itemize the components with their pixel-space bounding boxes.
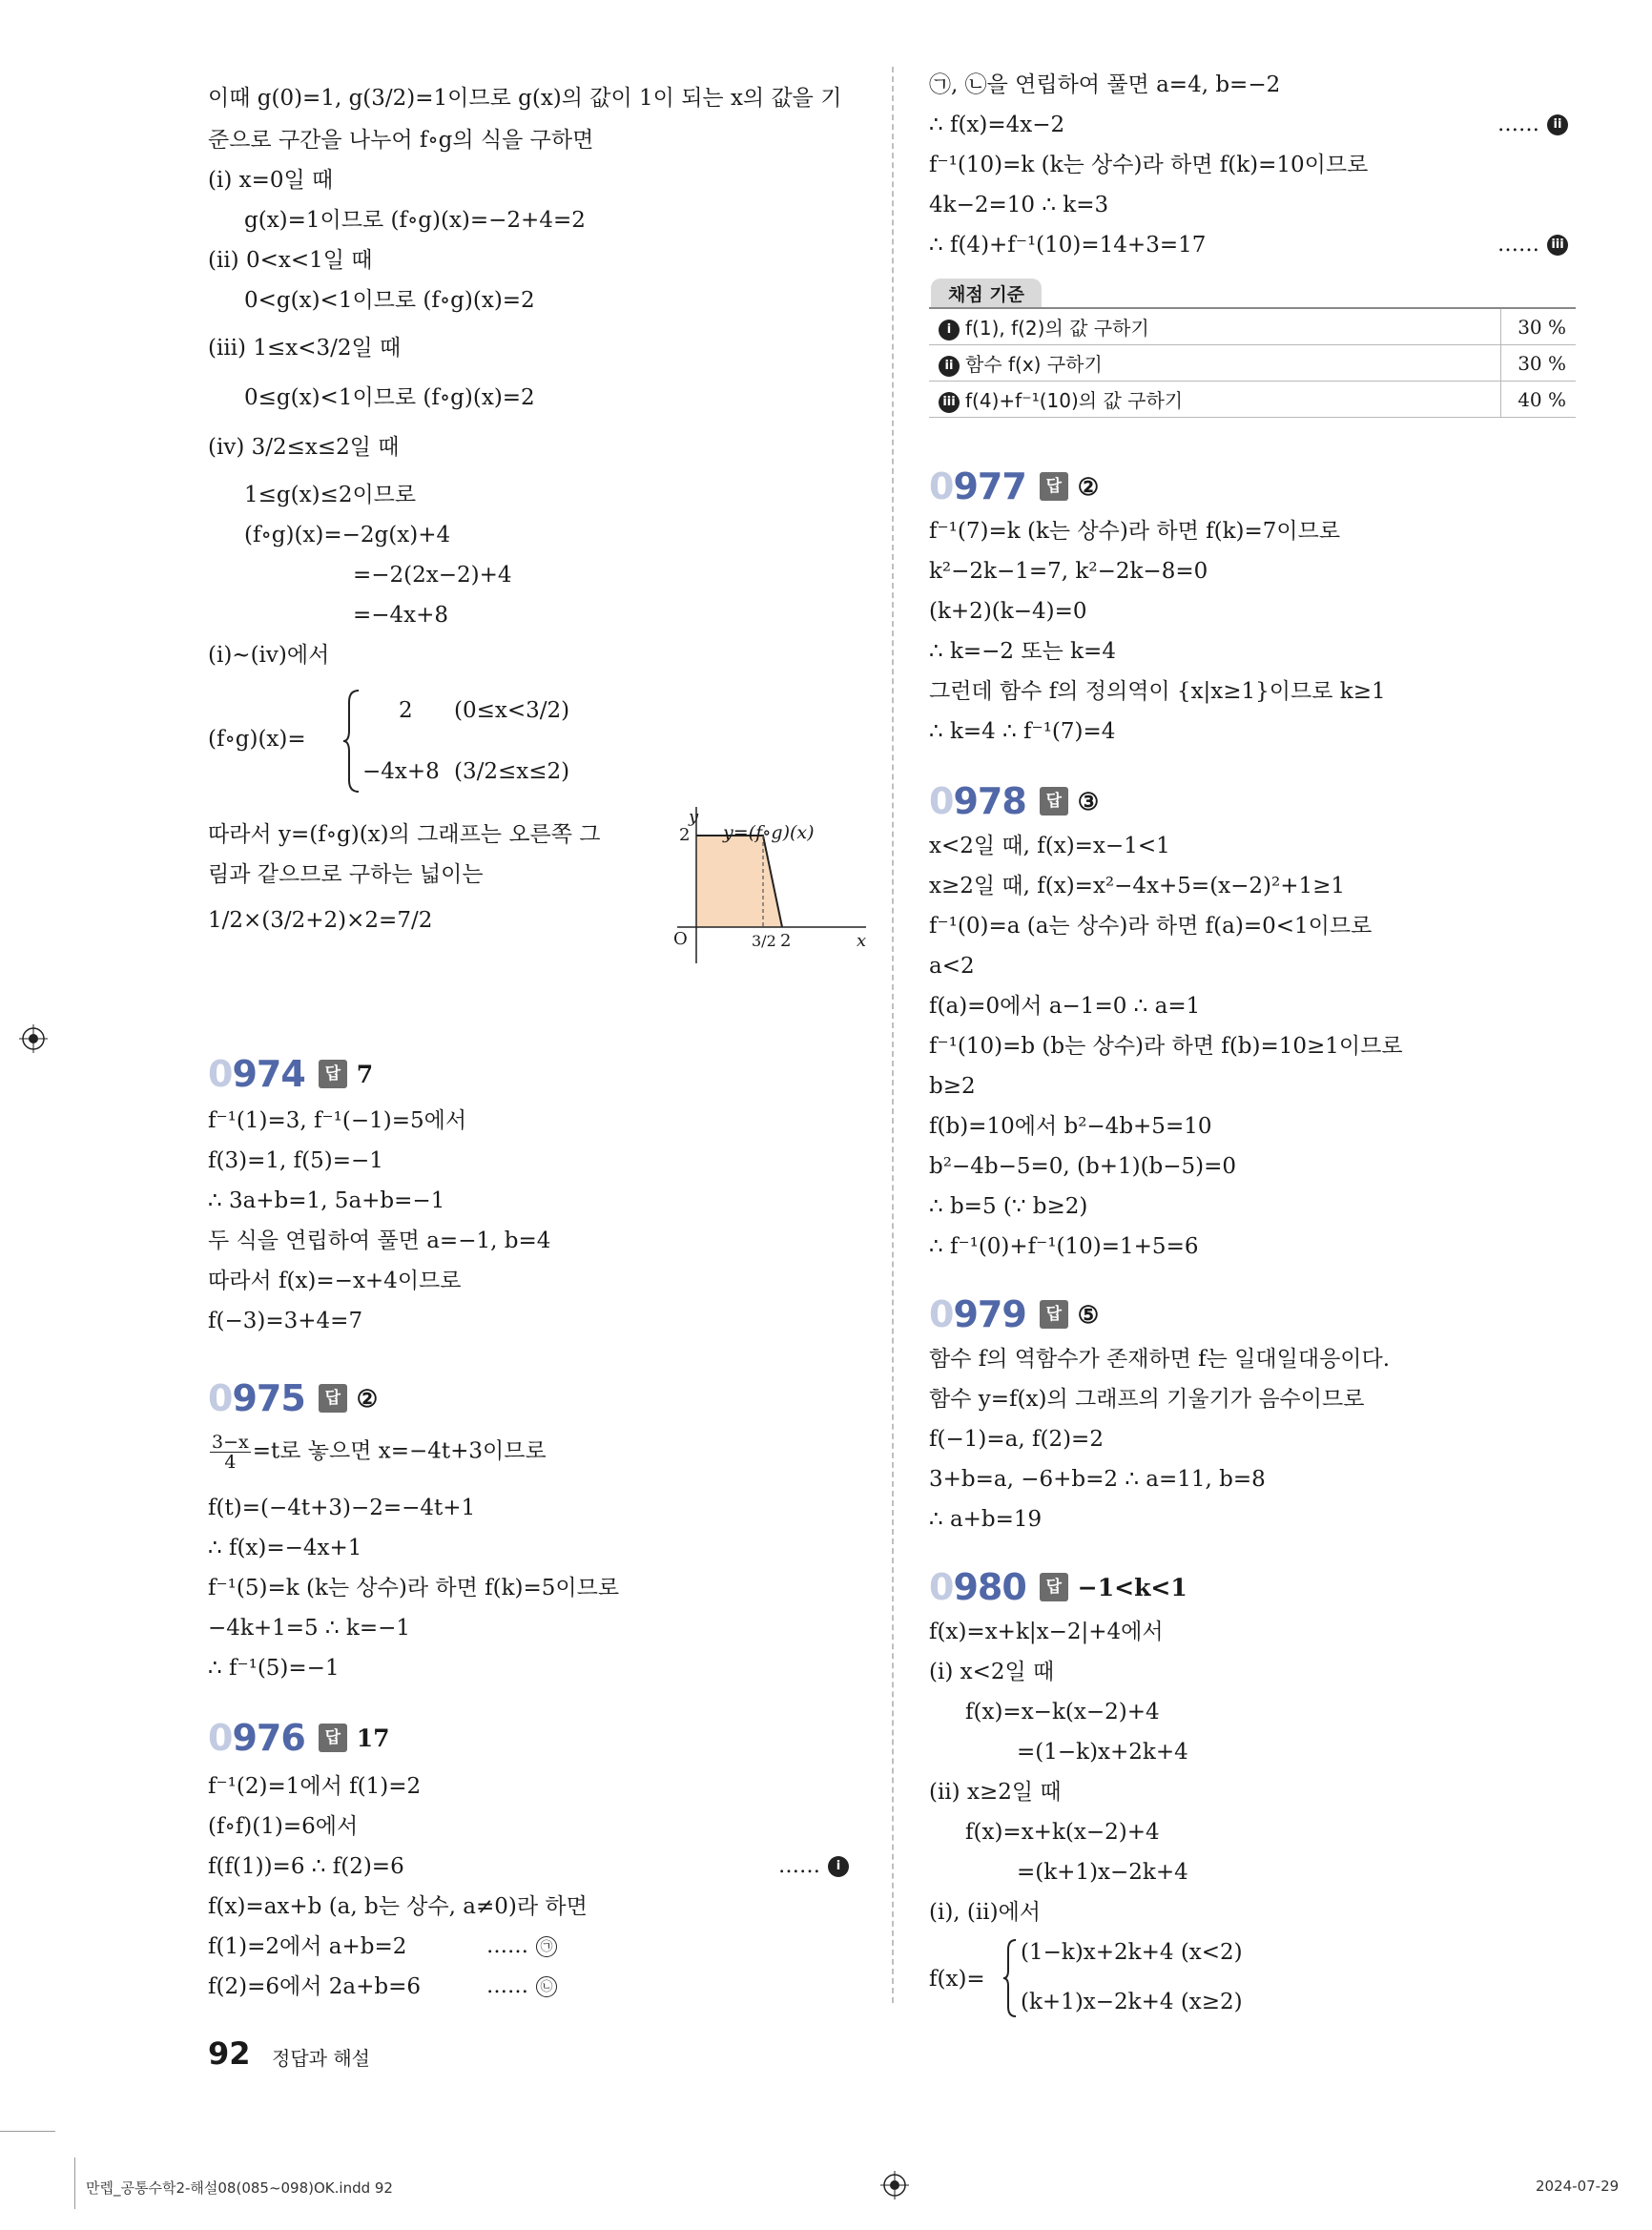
piecewise-lhs: (f∘g)(x)= [208,727,306,752]
text-line: x≥2일 때, f(x)=x²−4x+5=(x−2)²+1≥1 [929,874,1346,898]
text-line: f(x)=x−k(x−2)+4 [965,1700,1160,1724]
registration-mark-icon [880,2171,909,2199]
answer-badge: 답 [319,1724,347,1752]
piece-2-condition: (3/2≤x≤2) [454,759,570,784]
eq-marker-1: …… ㉠ [486,1934,557,1958]
circle-2-icon: ㉡ [536,1976,557,1997]
brace-icon [1002,1938,1019,2018]
step-marker-ii: …… ii [1497,113,1568,136]
text-line: f⁻¹(1)=3, f⁻¹(−1)=5에서 [208,1108,467,1133]
text-line: f(2)=6에서 2a+b=6 [208,1974,421,1999]
text-line: f(x)=x+k|x−2|+4에서 [929,1620,1164,1644]
problem-number: 0976 [208,1717,305,1759]
answer-value: ⑤ [1077,1300,1100,1329]
text-line: =(1−k)x+2k+4 [1017,1740,1188,1765]
text-line: ∴ 3a+b=1, 5a+b=−1 [208,1188,445,1213]
problem-0976-header [208,1717,390,1759]
text-line: f(a)=0에서 a−1=0 ∴ a=1 [929,994,1201,1019]
text-line: f(−1)=a, f(2)=2 [929,1427,1104,1452]
problem-number: 0977 [929,465,1026,507]
criteria-title: 채점 기준 [931,279,1042,308]
text-line: f(1)=2에서 a+b=2 [208,1934,407,1959]
text-line: 준으로 구간을 나누어 f∘g의 식을 구하면 [208,128,594,153]
problem-0975-header [208,1377,378,1419]
answer-value: 17 [356,1724,390,1752]
answer-value: 7 [356,1060,374,1088]
criteria-table [929,309,1576,418]
text-line: ∴ f⁻¹(5)=−1 [208,1656,340,1681]
text-line: (ⅰ)~(ⅳ)에서 [208,643,330,668]
step-i-icon: i [939,320,960,341]
text-line: =−4x+8 [353,603,449,628]
text-line: ∴ f(4)+f⁻¹(10)=14+3=17 [929,233,1207,258]
y-axis-label: y [689,807,699,827]
problem-0980-header [929,1566,1187,1608]
problem-number: 0980 [929,1566,1026,1608]
text-line: 0<g(x)<1이므로 (f∘g)(x)=2 [244,288,535,313]
origin-label: O [673,929,688,949]
step-ii-icon: ii [1547,114,1568,135]
answer-value: ② [356,1384,379,1413]
problem-0977-header [929,465,1099,507]
text-line: −4k+1=5 ∴ k=−1 [208,1616,411,1641]
text-line: 그런데 함수 f의 정의역이 {x|x≥1}이므로 k≥1 [929,679,1386,704]
text-line: a<2 [929,954,975,979]
text-line: b²−4b−5=0, (b+1)(b−5)=0 [929,1154,1237,1179]
text-line: b≥2 [929,1074,976,1099]
text-line: f(f(1))=6 ∴ f(2)=6 [208,1854,404,1879]
text-line: 두 식을 연립하여 풀면 a=−1, b=4 [208,1229,551,1253]
text-line: f⁻¹(5)=k (k는 상수)라 하면 f(k)=5이므로 [208,1576,620,1600]
answer-badge: 답 [319,1060,347,1088]
text-line: k²−2k−1=7, k²−2k−8=0 [929,559,1208,584]
text-line: ∴ f(x)=4x−2 [929,113,1065,137]
text-line: ㉠, ㉡을 연립하여 풀면 a=4, b=−2 [929,72,1281,97]
slug-file: 만렙_공통수학2-해설08(085~098)OK.indd 92 [86,2179,393,2197]
text-line: ∴ k=−2 또는 k=4 [929,639,1116,664]
criteria-row: ii 함수 f(x) 구하기 30 % [929,345,1576,382]
text-line: 3+b=a, −6+b=2 ∴ a=11, b=8 [929,1467,1266,1492]
area-result: 1/2×(3/2+2)×2=7/2 [208,908,433,933]
problem-0978-header [929,780,1099,822]
registration-mark-icon [19,1024,48,1053]
piece-1: 2 [399,698,413,723]
answer-value: ② [1077,472,1100,501]
text-line: f⁻¹(2)=1에서 f(1)=2 [208,1774,422,1799]
step-i-icon: i [828,1856,849,1877]
graph-area-fill [696,836,782,927]
x-tick-frac-label: 3/2 [752,932,776,950]
text-line: f(b)=10에서 b²−4b+5=10 [929,1114,1212,1139]
text-line: f⁻¹(10)=k (k는 상수)라 하면 f(k)=10이므로 [929,153,1369,177]
text-line: 함수 f의 역함수가 존재하면 f는 일대일대응이다. [929,1347,1391,1372]
answer-value: −1<k<1 [1077,1573,1187,1601]
text-line: f(x)=x+k(x−2)+4 [965,1820,1160,1845]
text-line: ∴ k=4 ∴ f⁻¹(7)=4 [929,719,1116,744]
text-line: 이때 g(0)=1, g(3/2)=1이므로 g(x)의 값이 1이 되는 x의 값을 기 [208,86,842,111]
problem-number: 0978 [929,780,1026,822]
text-line: f(x)=ax+b (a, b는 상수, a≠0)라 하면 [208,1894,588,1919]
problem-0974-header [208,1053,373,1095]
x-tick-2-label: 2 [780,931,792,951]
text-line: (ⅰ) x=0일 때 [208,168,334,193]
section-label: 정답과 해설 [272,2047,370,2070]
y-tick-label: 2 [679,825,691,845]
answer-badge: 답 [1040,1300,1068,1329]
piece-2: (k+1)x−2k+4 (x≥2) [1021,1990,1243,2014]
graph-label: y=(f∘g)(x) [723,822,815,843]
text-line: (k+2)(k−4)=0 [929,599,1087,624]
criteria-row: iii f(4)+f⁻¹(10)의 값 구하기 40 % [929,382,1576,418]
text-line: 0≤g(x)<1이므로 (f∘g)(x)=2 [244,385,535,410]
brace-icon [341,689,362,794]
text-line: (f∘f)(1)=6에서 [208,1814,359,1839]
eq-marker-2: …… ㉡ [486,1974,557,1998]
problem-0979-header [929,1293,1099,1335]
text-line: ∴ a+b=19 [929,1507,1043,1532]
text-line: g(x)=1이므로 (f∘g)(x)=−2+4=2 [244,208,586,233]
text-line: (ⅰ) x<2일 때 [929,1660,1055,1684]
text-line: (f∘g)(x)=−2g(x)+4 [244,523,451,547]
text-line: =(k+1)x−2k+4 [1017,1860,1188,1885]
text-line: f(−3)=3+4=7 [208,1309,363,1333]
text-line: 함수 y=f(x)의 그래프의 기울기가 음수이므로 [929,1387,1365,1412]
answer-badge: 답 [319,1384,347,1413]
text-line: (ⅱ) x≥2일 때 [929,1780,1062,1805]
text-line: (ⅳ) 3/2≤x≤2일 때 [208,435,400,460]
page-number: 92 [208,2035,251,2072]
text-line: f⁻¹(7)=k (k는 상수)라 하면 f(k)=7이므로 [929,519,1341,544]
piecewise-lhs: f(x)= [929,1967,985,1992]
step-marker-i: …… i [778,1854,849,1878]
text-line: 4k−2=10 ∴ k=3 [929,193,1109,217]
fraction: $\frac{3-x}{4}$ [212,1432,249,1473]
text-line: (ⅱ) 0<x<1일 때 [208,248,373,273]
answer-badge: 답 [1040,472,1068,501]
criteria-row: i f(1), f(2)의 값 구하기 30 % [929,309,1576,345]
step-marker-iii: …… iii [1497,233,1568,257]
text-line: 따라서 y=(f∘g)(x)의 그래프는 오른쪽 그 [208,822,601,847]
text-line: 림과 같으므로 구하는 넓이는 [208,862,484,887]
text-line: (ⅲ) 1≤x<3/2일 때 [208,336,402,361]
text-line: (ⅰ), (ⅱ)에서 [929,1900,1042,1925]
answer-value: ③ [1077,787,1100,816]
answer-badge: 답 [1040,787,1068,816]
step-iii-icon: iii [1547,235,1568,256]
text-line: ∴ f(x)=−4x+1 [208,1536,362,1560]
text-line: f⁻¹(10)=b (b는 상수)라 하면 f(b)=10≥1이므로 [929,1034,1403,1059]
step-iii-icon: iii [939,392,960,413]
text-line: 따라서 f(x)=−x+4이므로 [208,1269,462,1293]
problem-number: 0975 [208,1377,305,1419]
problem-number: 0974 [208,1053,305,1095]
text-line: f(t)=(−4t+3)−2=−4t+1 [208,1496,476,1520]
piece-1-condition: (0≤x<3/2) [454,698,570,723]
piece-2: −4x+8 [362,759,440,784]
slug-date: 2024-07-29 [1536,2178,1620,2195]
circle-1-icon: ㉠ [536,1936,557,1957]
crop-mark [0,2131,55,2132]
answer-badge: 답 [1040,1573,1068,1601]
text-line: f⁻¹(0)=a (a는 상수)라 하면 f(a)=0<1이므로 [929,914,1373,939]
text-line: ∴ b=5 (∵ b≥2) [929,1194,1088,1219]
step-ii-icon: ii [939,356,960,377]
text-line: x<2일 때, f(x)=x−1<1 [929,834,1170,858]
x-axis-label: x [857,931,867,951]
column-divider [892,67,894,2003]
text-line: ∴ f⁻¹(0)+f⁻¹(10)=1+5=6 [929,1234,1199,1259]
text-line: 1≤g(x)≤2이므로 [244,483,417,507]
text-line: $\frac{3-x}{4}$ =t로 놓으면 x=−4t+3이므로 [212,1432,547,1473]
crop-mark [74,2158,75,2209]
text-line: f(3)=1, f(5)=−1 [208,1148,383,1173]
piece-1: (1−k)x+2k+4 (x<2) [1021,1940,1243,1965]
text-line: =−2(2x−2)+4 [353,563,512,588]
problem-number: 0979 [929,1293,1026,1335]
